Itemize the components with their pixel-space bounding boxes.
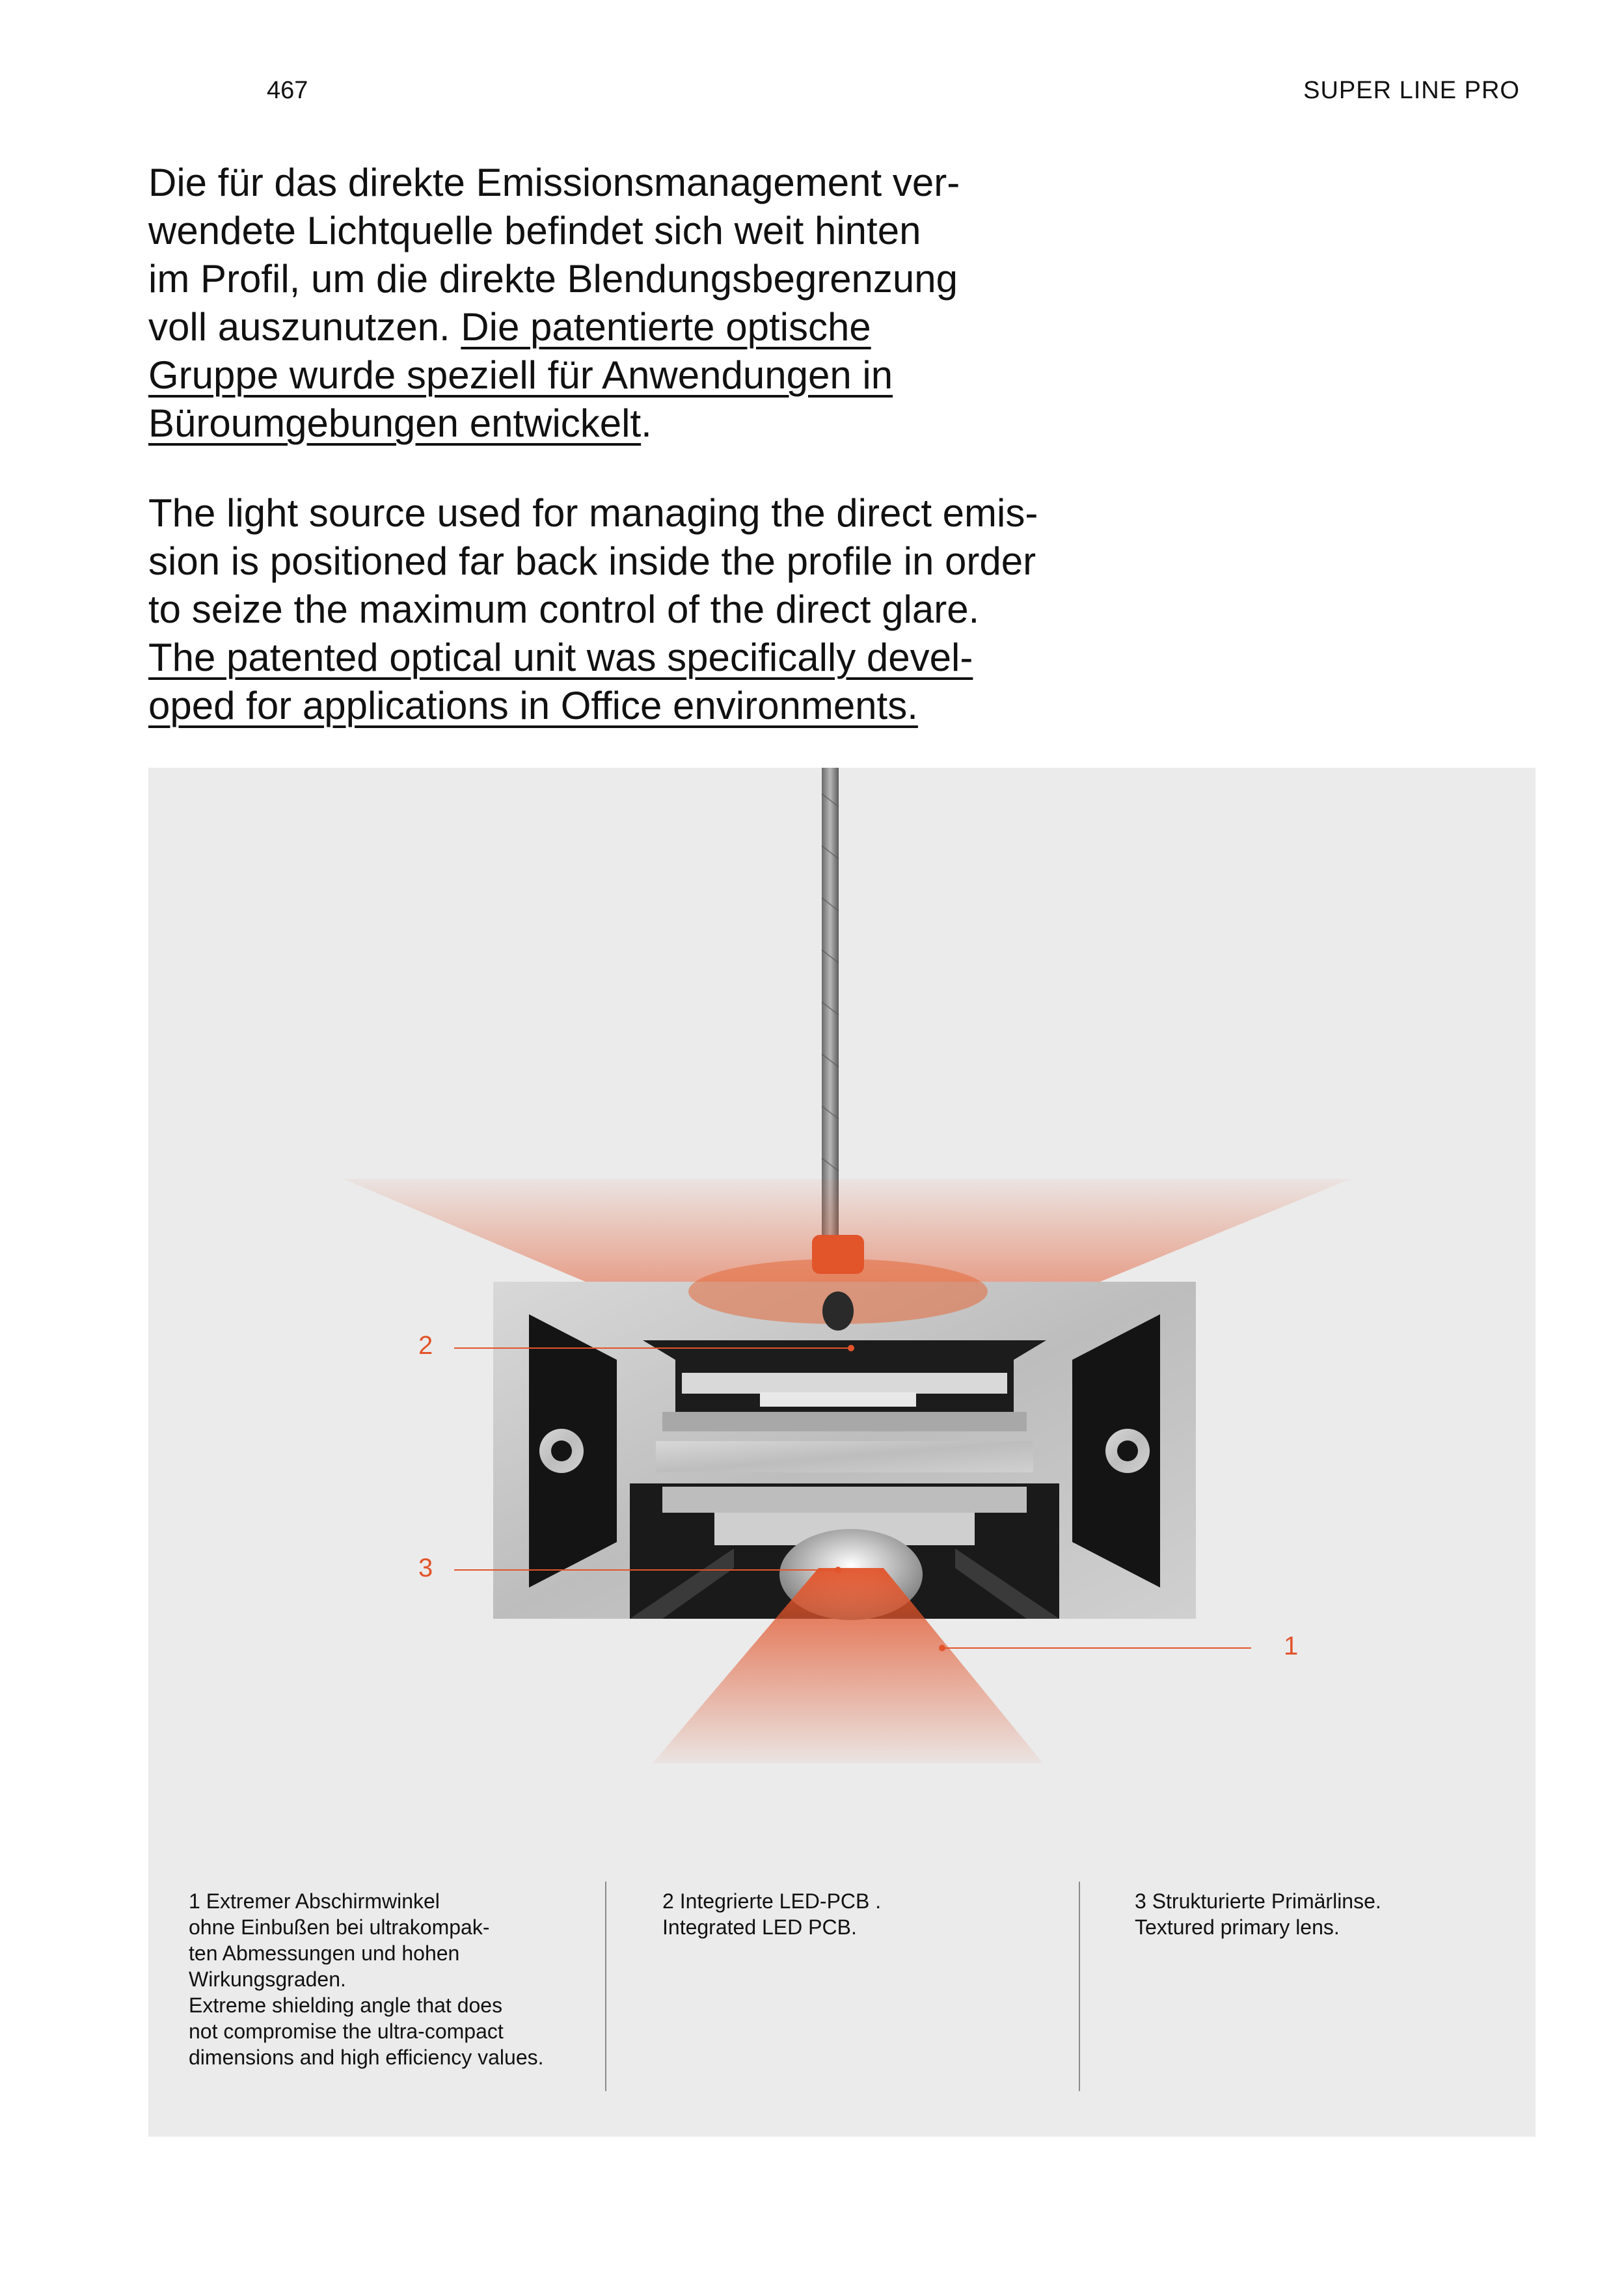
text-line: Die für das direkte Emissionsmanagement ver- (148, 161, 960, 204)
underlined-text: The patented optical unit was specifically devel- (148, 636, 973, 679)
underlined-text: oped for applications in Office environments. (148, 684, 918, 727)
caption-1 (189, 1888, 592, 2070)
fitting-nut (822, 1291, 854, 1331)
text-line: voll auszunutzen. (148, 305, 461, 349)
suspension-cable (822, 768, 839, 1236)
caption-divider (605, 1882, 606, 2091)
text-line: wendete Lichtquelle befindet sich weit hinten (148, 209, 921, 252)
caption-line: dimensions and high efficiency values. (189, 2046, 544, 2069)
caption-line: ten Abmessungen und hohen (189, 1941, 460, 1965)
text-line: The light source used for managing the direct emis- (148, 491, 1038, 535)
text-line: to seize the maximum control of the direct glare. (148, 588, 980, 631)
caption-line: not compromise the ultra-compact (189, 2020, 504, 2043)
text-line: . (641, 401, 652, 445)
text-line: sion is positioned far back inside the profile in order (148, 539, 1036, 583)
caption-line: Integrated LED PCB. (662, 1915, 857, 1939)
caption-line: 2 Integrierte LED-PCB . (662, 1889, 882, 1913)
caption-line: Wirkungsgraden. (189, 1967, 346, 1991)
page-number: 467 (267, 77, 308, 104)
caption-line: 3 Strukturierte Primärlinse. (1135, 1889, 1381, 1913)
caption-2 (662, 1888, 1053, 1940)
callout-label-2: 2 (418, 1331, 433, 1360)
callout-label-1: 1 (1284, 1632, 1299, 1660)
underlined-text: Büroumgebungen entwickelt (148, 401, 642, 445)
underlined-text: Gruppe wurde speziell für Anwendungen in (148, 353, 893, 397)
header-title: SUPER LINE PRO (1303, 77, 1520, 104)
caption-divider (1079, 1882, 1080, 2091)
caption-line: ohne Einbußen bei ultrakompak- (189, 1915, 490, 1939)
callout-line-1 (939, 1645, 1251, 1651)
orange-fitting (812, 1235, 864, 1274)
caption-line: Extreme shielding angle that does (189, 1994, 503, 2017)
caption-line: 1 Extremer Abschirmwinkel (189, 1889, 440, 1913)
caption-3 (1135, 1888, 1499, 1940)
paragraph-english (148, 489, 1098, 730)
caption-line: Textured primary lens. (1135, 1915, 1340, 1939)
figure-panel (148, 768, 1536, 2137)
paragraph-german (148, 159, 1098, 448)
underlined-text: Die patentierte optische (461, 305, 871, 349)
callout-label-3: 3 (418, 1554, 433, 1582)
led-pcb (760, 1392, 916, 1407)
text-line: im Profil, um die direkte Blendungsbegrenzung (148, 257, 958, 301)
